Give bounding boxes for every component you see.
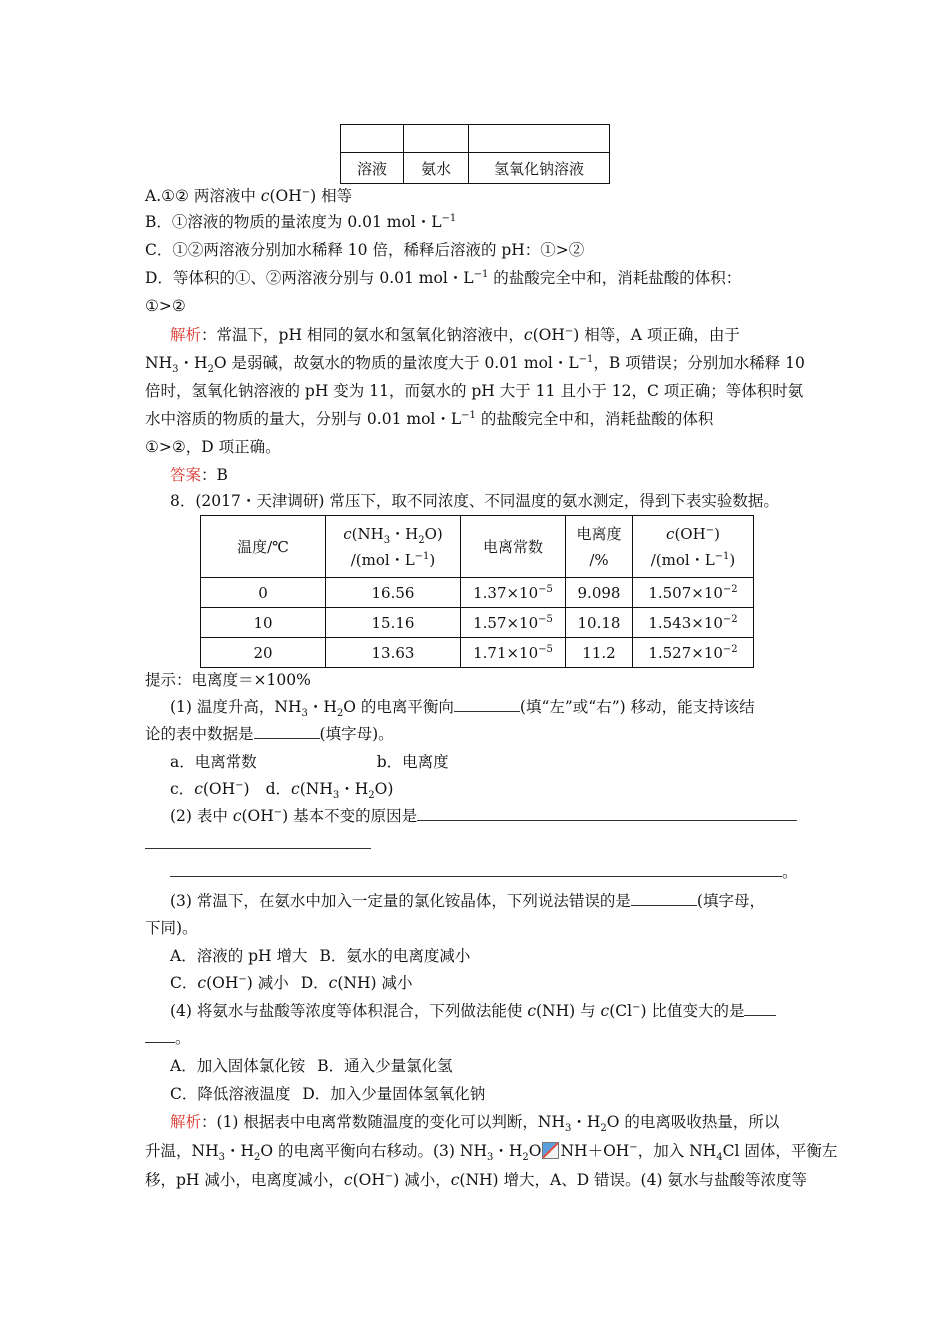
ammonia-data-table: [200, 515, 754, 668]
table-cell: 9.098: [566, 578, 633, 608]
table-cell: $1.71\times 10^{-5}$: [461, 638, 566, 668]
table-cell: 20: [201, 638, 326, 668]
table-cell: 15.16: [326, 608, 461, 638]
answer-blank[interactable]: [744, 1001, 776, 1016]
table-cell: $1.543\times 10^{-2}$: [633, 608, 754, 638]
table-cell: [469, 125, 610, 153]
part-3-line: (3) 常温下，在氨水中加入一定量的氯化铵晶体，下列说法错误的是 (填字母，: [170, 892, 765, 910]
analysis-label: 解析: [170, 326, 202, 344]
table-row: [201, 608, 754, 638]
part-3-options: A．溶液的 pH 增大 B．氨水的电离度减小: [170, 947, 471, 965]
part-4-options: C．降低溶液温度 D．加入少量固体氢氧化钠: [170, 1085, 486, 1103]
answer-blank[interactable]: [631, 891, 697, 906]
table-cell: 0: [201, 578, 326, 608]
table-cell: $1.37\times 10^{-5}$: [461, 578, 566, 608]
equilibrium-arrow-icon: [542, 1142, 559, 1159]
hint: 提示：电离度＝×100%: [145, 671, 311, 689]
part-2-line: (2) 表中 c(OH−) 基本不变的原因是: [170, 806, 797, 826]
part-1-options: a．电离常数 b．电离度: [170, 753, 449, 771]
table-cell: 16.56: [326, 578, 461, 608]
part-3-options: C．c(OH−) 减小 D．c(NH) 减小: [170, 973, 413, 992]
answer-blank[interactable]: [170, 862, 782, 877]
part-4-line: (4) 将氨水与盐酸等浓度等体积混合，下列做法能使 c(NH) 与 c(Cl−) 比值变大的是: [170, 1001, 776, 1021]
table-cell: 11.2: [566, 638, 633, 668]
table-cell: $1.57\times 10^{-5}$: [461, 608, 566, 638]
table-cell: $1.507\times 10^{-2}$: [633, 578, 754, 608]
analysis-line: 解析：常温下，pH 相同的氨水和氢氧化钠溶液中，c(OH−) 相等，A 项正确，由于: [170, 325, 740, 344]
part-4-line: 。: [145, 1028, 191, 1048]
analysis-line: 解析：(1) 根据表中电离常数随温度的变化可以判断，$NH_3$・$H_2O$ 的电离吸收热量，所以: [170, 1113, 780, 1135]
option-d: D．等体积的①、②两溶液分别与 0.01 mol・$L^{-1}$ 的盐酸完全中和，消耗盐酸的体积：: [145, 268, 742, 287]
analysis-line: 升温，$NH_3$・$H_2O$ 的电离平衡向右移动。(3) $NH_3$・$H_2O$ NH＋OH−，加入 $NH_4Cl$ 固体，平衡左: [145, 1141, 838, 1164]
option-a: A.①② 两溶液中 c(OH−) 相等: [145, 186, 353, 205]
answer-label: 答案: [170, 466, 202, 484]
solution-table: [340, 124, 610, 184]
table-cell: 溶液: [341, 153, 404, 184]
answer-line: 答案：B: [170, 466, 228, 484]
option-d-continued: ①>②: [145, 297, 186, 315]
part-1-options: c．c(OH−) d．$c(NH_3$・$H_2O$): [170, 779, 394, 802]
header-concentration: $c(NH_3$・$H_2O$) /(mol・$L^{-1}$): [326, 516, 461, 578]
answer-blank[interactable]: [454, 697, 520, 712]
table-row: [201, 578, 754, 608]
table-cell: 10: [201, 608, 326, 638]
analysis-line: ①>②，D 项正确。: [145, 438, 281, 456]
table-cell: [404, 125, 469, 153]
analysis-line: $NH_3$・$H_2O$ 是弱碱，故氨水的物质的量浓度大于 0.01 mol・$L^{-1}$，B 项错误；分别加水稀释 10: [145, 353, 805, 376]
answer-blank[interactable]: [417, 806, 797, 821]
analysis-line: 倍时，氢氧化钠溶液的 pH 变为 11，而氨水的 pH 大于 11 且小于 12，C 项正确；等体积时氨: [145, 382, 804, 400]
answer-blank[interactable]: [145, 848, 371, 849]
part-1-line: (1) 温度升高，$NH_3$・$H_2O$ 的电离平衡向 (填“左”或“右”) 移动，能支持该结: [170, 698, 755, 720]
table-cell: 10.18: [566, 608, 633, 638]
analysis-line: 水中溶质的物质的量大，分别与 0.01 mol・$L^{-1}$ 的盐酸完全中和，消耗盐酸的体积: [145, 409, 714, 428]
part-3-line: 下同)。: [145, 919, 198, 937]
table-cell: 13.63: [326, 638, 461, 668]
header-ionization-degree: 电离度 /%: [566, 516, 633, 578]
table-row: [201, 638, 754, 668]
answer-blank[interactable]: [145, 1028, 175, 1043]
answer-blank[interactable]: [254, 724, 320, 739]
header-ionization-constant: 电离常数: [461, 516, 566, 578]
header-hydroxide: c(OH−) /(mol・$L^{-1}$): [633, 516, 754, 578]
question-8-stem: 8．(2017・天津调研) 常压下，取不同浓度、不同温度的氨水测定，得到下表实验数据。: [170, 492, 779, 510]
part-2-line: 。: [170, 862, 798, 882]
analysis-label: 解析: [170, 1113, 202, 1131]
analysis-line: 移，pH 减小，电离度减小，c(OH−) 减小，c(NH) 增大，A、D 错误。(4) 氨水与盐酸等浓度等: [145, 1170, 807, 1189]
header-temperature: 温度/℃: [201, 516, 326, 578]
table-cell: 氢氧化钠溶液: [469, 153, 610, 184]
option-b: B．①溶液的物质的量浓度为 0.01 mol・$L^{-1}$: [145, 212, 457, 231]
table-cell: $1.527\times 10^{-2}$: [633, 638, 754, 668]
table-cell: [341, 125, 404, 153]
part-4-options: A．加入固体氯化铵 B．通入少量氯化氢: [170, 1057, 453, 1075]
option-c: C．①②两溶液分别加水稀释 10 倍，稀释后溶液的 pH：①>②: [145, 241, 585, 259]
part-1-line: 论的表中数据是 (填字母)。: [145, 725, 394, 743]
table-cell: 氨水: [404, 153, 469, 184]
